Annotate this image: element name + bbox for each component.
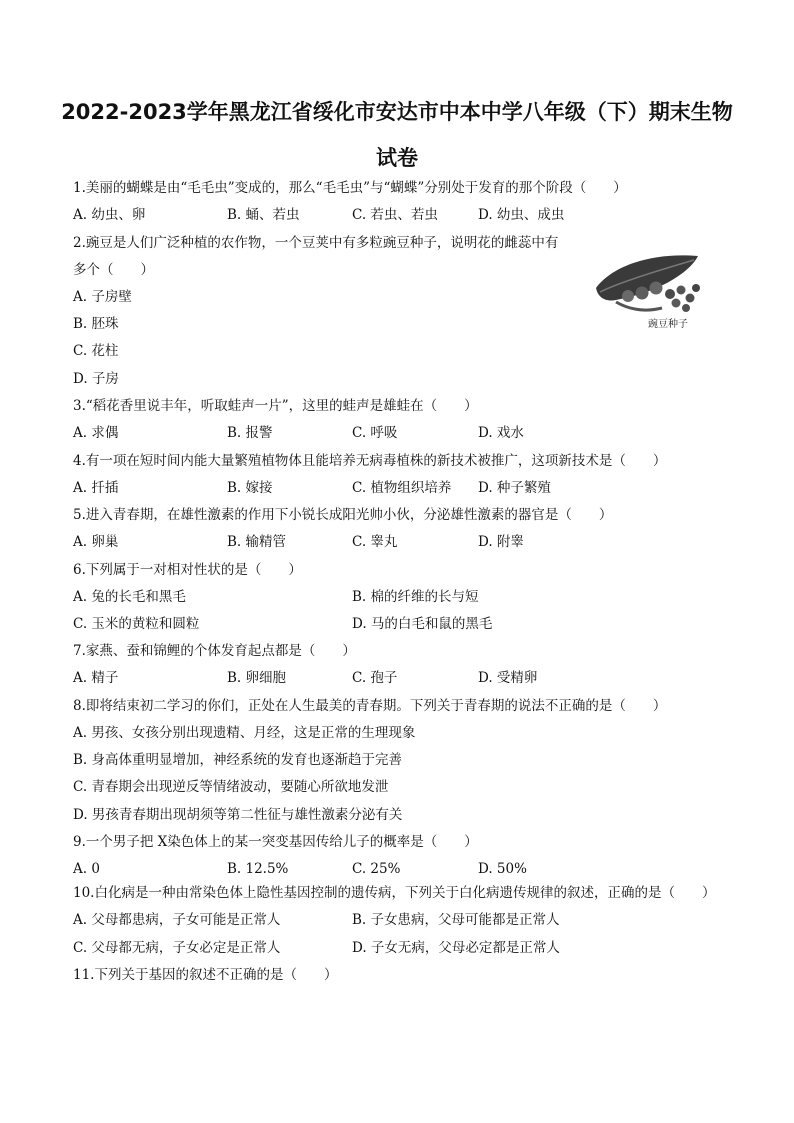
pea-seed bbox=[636, 287, 649, 300]
pea-figure-caption: 豌豆种子 bbox=[648, 319, 688, 330]
question-7-option-d: D. 受精卵 bbox=[478, 670, 538, 686]
question-1-option-a: A. 幼虫、卵 bbox=[73, 207, 146, 223]
pea-seed bbox=[650, 282, 663, 295]
pea-seed bbox=[686, 294, 695, 303]
question-2-option-d: D. 子房 bbox=[73, 371, 119, 387]
pea-seed bbox=[622, 290, 634, 302]
question-5-stem: 5.进入青春期，在雄性激素的作用下小锐长成阳光帅小伙，分泌雄性激素的器官是（ ） bbox=[73, 507, 613, 523]
question-4-option-c: C. 植物组织培养 bbox=[352, 480, 452, 496]
question-9-option-a: A. 0 bbox=[73, 861, 100, 877]
question-1-option-b: B. 蛹、若虫 bbox=[227, 207, 300, 223]
question-10-stem: 10.白化病是一种由常染色体上隐性基因控制的遗传病，下列关于白化病遗传规律的叙述，正确的是（ ） bbox=[73, 885, 716, 901]
question-1-option-d: D. 幼虫、成虫 bbox=[478, 207, 565, 223]
question-1-option-c: C. 若虫、若虫 bbox=[352, 207, 438, 223]
question-3-option-d: D. 戏水 bbox=[478, 425, 524, 441]
question-10-option-b: B. 子女患病，父母可能都是正常人 bbox=[352, 912, 560, 928]
pea-seed bbox=[665, 289, 675, 299]
pea-pod-lower-edge bbox=[616, 302, 662, 310]
exam-title-line-2: 试卷 bbox=[376, 146, 418, 170]
question-2-option-c: C. 花柱 bbox=[73, 343, 119, 359]
question-7-option-a: A. 精子 bbox=[73, 670, 119, 686]
question-3-option-c: C. 呼吸 bbox=[352, 425, 398, 441]
question-2-option-b: B. 胚珠 bbox=[73, 316, 119, 332]
pea-seed bbox=[682, 304, 690, 312]
question-2-stem-line-1: 2.豌豆是人们广泛种植的农作物，一个豆荚中有多粒豌豆种子，说明花的雌蕊中有 bbox=[73, 235, 559, 251]
question-9-option-c: C. 25% bbox=[352, 861, 401, 877]
question-4-option-b: B. 嫁接 bbox=[227, 480, 273, 496]
question-6-option-c: C. 玉米的黄粒和圆粒 bbox=[73, 616, 200, 632]
pea-seed bbox=[692, 284, 700, 292]
question-1-stem: 1.美丽的蝴蝶是由“毛毛虫”变成的，那么“毛毛虫”与“蝴蝶”分别处于发育的那个阶段（ ） bbox=[73, 180, 627, 196]
question-5-option-b: B. 输精管 bbox=[227, 534, 287, 550]
question-2-stem-line-2: 多个（ ） bbox=[73, 262, 154, 278]
question-7-option-c: C. 孢子 bbox=[352, 670, 398, 686]
question-7-stem: 7.家燕、蚕和锦鲤的个体发育起点都是（ ） bbox=[73, 643, 356, 659]
question-6-stem: 6.下列属于一对相对性状的是（ ） bbox=[73, 562, 302, 578]
question-3-option-b: B. 报警 bbox=[227, 425, 273, 441]
question-4-stem: 4.有一项在短时间内能大量繁殖植物体且能培养无病毒植株的新技术被推广，这项新技术是（ ） bbox=[73, 453, 667, 469]
question-6-option-a: A. 兔的长毛和黑毛 bbox=[73, 589, 186, 605]
question-9-option-d: D. 50% bbox=[478, 861, 527, 877]
question-8-option-c: C. 青春期会出现逆反等情绪波动，要随心所欲地发泄 bbox=[73, 779, 389, 795]
question-5-option-c: C. 睾丸 bbox=[352, 534, 398, 550]
question-11-stem: 11.下列关于基因的叙述不正确的是（ ） bbox=[73, 967, 338, 983]
exam-title-line-1: 2022-2023学年黑龙江省绥化市安达市中本中学八年级（下）期末生物 bbox=[61, 100, 733, 124]
question-4-option-d: D. 种子繁殖 bbox=[478, 480, 551, 496]
question-4-option-a: A. 扦插 bbox=[73, 480, 119, 496]
question-8-option-b: B. 身高体重明显增加，神经系统的发育也逐渐趋于完善 bbox=[73, 752, 403, 768]
pea-seed bbox=[672, 299, 681, 308]
question-8-stem: 8.即将结束初二学习的你们，正处在人生最美的青春期。下列关于青春期的说法不正确的是（ ） bbox=[73, 698, 667, 714]
question-8-option-a: A. 男孩、女孩分别出现遗精、月经，这是正常的生理现象 bbox=[73, 725, 416, 741]
pea-pod-figure bbox=[590, 248, 708, 330]
question-5-option-a: A. 卵巢 bbox=[73, 534, 119, 550]
question-2-option-a: A. 子房壁 bbox=[73, 289, 132, 305]
question-6-option-b: B. 棉的纤维的长与短 bbox=[352, 589, 479, 605]
question-10-option-c: C. 父母都无病，子女必定是正常人 bbox=[73, 940, 281, 956]
question-9-stem: 9.一个男子把 X染色体上的某一突变基因传给儿子的概率是（ ） bbox=[73, 834, 478, 850]
question-10-option-d: D. 子女无病，父母必定都是正常人 bbox=[352, 940, 560, 956]
question-6-option-d: D. 马的白毛和鼠的黑毛 bbox=[352, 616, 493, 632]
pea-seed bbox=[677, 286, 686, 295]
question-7-option-b: B. 卵细胞 bbox=[227, 670, 287, 686]
question-3-option-a: A. 求偶 bbox=[73, 425, 119, 441]
question-5-option-d: D. 附睾 bbox=[478, 534, 524, 550]
question-8-option-d: D. 男孩青春期出现胡须等第二性征与雄性激素分泌有关 bbox=[73, 807, 403, 823]
question-9-option-b: B. 12.5% bbox=[227, 861, 289, 877]
question-3-stem: 3.“稻花香里说丰年，听取蛙声一片”，这里的蛙声是雄蛙在（ ） bbox=[73, 398, 478, 414]
pea-pod-illustration bbox=[590, 248, 708, 330]
question-10-option-a: A. 父母都患病，子女可能是正常人 bbox=[73, 912, 281, 928]
